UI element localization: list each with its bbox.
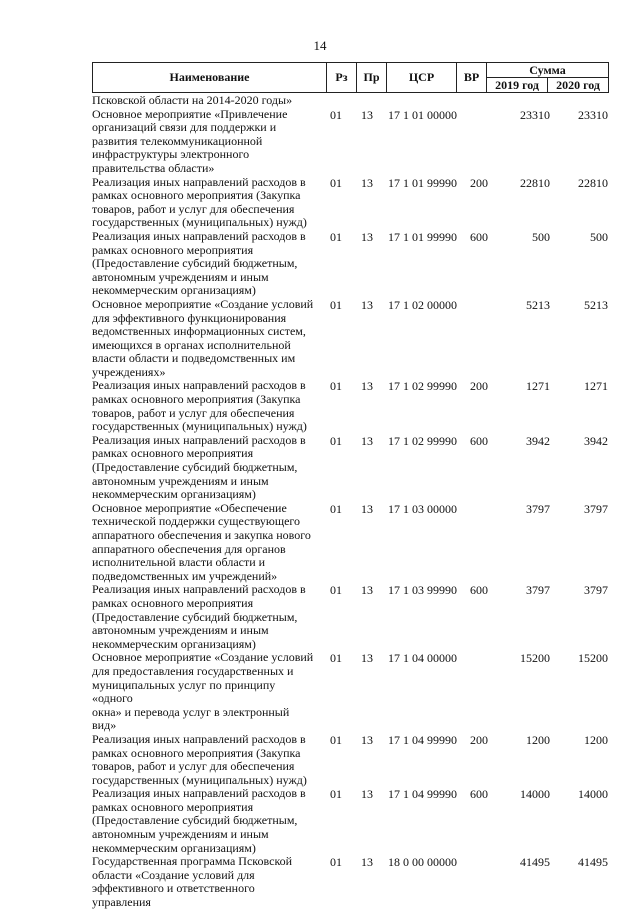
row-rz: 01 bbox=[330, 501, 342, 516]
row-csr: 17 1 02 99990 bbox=[388, 433, 457, 448]
row-rz: 01 bbox=[330, 732, 342, 747]
table-row bbox=[92, 434, 612, 502]
row-sum-2019: 15200 bbox=[520, 651, 550, 666]
row-sum-2019: 22810 bbox=[520, 175, 550, 190]
row-rz: 01 bbox=[330, 107, 342, 122]
page-number: 14 bbox=[313, 38, 327, 53]
row-csr: 17 1 03 00000 bbox=[388, 501, 457, 516]
row-pr: 13 bbox=[361, 855, 373, 870]
row-rz: 01 bbox=[330, 855, 342, 870]
row-csr: 17 1 04 00000 bbox=[388, 651, 457, 666]
table-row bbox=[92, 230, 612, 298]
row-name: Реализация иных направлений расходов в рамках основного мероприятия (Предоставление субсидий бюджетным, автономным учреждениям и иным некоммерческим организациям) bbox=[92, 582, 306, 651]
row-sum-2020: 1271 bbox=[584, 379, 608, 394]
row-pr: 13 bbox=[361, 501, 373, 516]
row-rz: 01 bbox=[330, 297, 342, 312]
row-name: Реализация иных направлений расходов в рамках основного мероприятия (Предоставление субсидий бюджетным, автономным учреждениям и иным некоммерческим организациям) bbox=[92, 432, 306, 502]
row-name: Псковской области на 2014-2020 годы» bbox=[92, 93, 293, 107]
row-sum-2019: 3797 bbox=[526, 583, 550, 598]
table-row bbox=[92, 583, 612, 651]
row-csr: 18 0 00 00000 bbox=[388, 855, 457, 870]
row-name: Государственная программа Псковской области «Создание условий для эффективного и ответственного управления bbox=[92, 854, 293, 910]
table-row bbox=[92, 733, 612, 787]
row-name: Реализация иных направлений расходов в рамках основного мероприятия (Предоставление субсидий бюджетным, автономным учреждениям и иным некоммерческим организациям) bbox=[92, 228, 306, 298]
table-row bbox=[92, 298, 612, 380]
header-vr: ВР bbox=[457, 63, 487, 92]
row-vr: 600 bbox=[470, 433, 488, 448]
row-sum-2020: 3942 bbox=[584, 433, 608, 448]
row-vr: 200 bbox=[470, 732, 488, 747]
table-row bbox=[92, 502, 612, 584]
row-vr: 200 bbox=[470, 175, 488, 190]
header-sum-title: Сумма bbox=[487, 63, 608, 78]
header-sum bbox=[487, 63, 608, 92]
row-csr: 17 1 04 99990 bbox=[388, 787, 457, 802]
row-sum-2020: 3797 bbox=[584, 501, 608, 516]
table-row bbox=[92, 176, 612, 230]
row-name: Основное мероприятие «Обеспечение технической поддержки существующего аппаратного обеспечения и закупка нового аппаратного обеспечения для органов исполнительной власти области и подведомственных им учреждений» bbox=[92, 500, 311, 583]
row-rz: 01 bbox=[330, 651, 342, 666]
row-name: Реализация иных направлений расходов в рамках основного мероприятия (Закупка товаров, работ и услуг для обеспечения государственных (муниципальных) нужд) bbox=[92, 174, 307, 230]
row-sum-2019: 23310 bbox=[520, 107, 550, 122]
row-pr: 13 bbox=[361, 433, 373, 448]
row-pr: 13 bbox=[361, 229, 373, 244]
row-vr: 600 bbox=[470, 787, 488, 802]
row-vr: 200 bbox=[470, 379, 488, 394]
row-sum-2019: 5213 bbox=[526, 297, 550, 312]
row-sum-2019: 14000 bbox=[520, 787, 550, 802]
row-sum-2020: 41495 bbox=[578, 855, 608, 870]
row-rz: 01 bbox=[330, 583, 342, 598]
row-pr: 13 bbox=[361, 732, 373, 747]
row-name: Основное мероприятие «Создание условий для предоставления государственных и муниципальных услуг по принципу «одного окна» и перевода услуг в электронный вид» bbox=[92, 650, 314, 733]
table-row bbox=[92, 787, 612, 855]
header-name: Наименование bbox=[93, 63, 327, 92]
row-rz: 01 bbox=[330, 433, 342, 448]
row-sum-2020: 500 bbox=[590, 229, 608, 244]
header-year-2020: 2020 год bbox=[556, 78, 600, 92]
row-name: Реализация иных направлений расходов в рамках основного мероприятия (Закупка товаров, работ и услуг для обеспечения государственных (муниципальных) нужд) bbox=[92, 731, 307, 787]
row-rz: 01 bbox=[330, 787, 342, 802]
row-pr: 13 bbox=[361, 175, 373, 190]
row-vr: 600 bbox=[470, 229, 488, 244]
row-sum-2019: 500 bbox=[532, 229, 550, 244]
row-sum-2020: 1200 bbox=[584, 732, 608, 747]
row-rz: 01 bbox=[330, 229, 342, 244]
row-csr: 17 1 01 00000 bbox=[388, 107, 457, 122]
row-csr: 17 1 01 99990 bbox=[388, 175, 457, 190]
row-name: Основное мероприятие «Создание условий для эффективного функционирования ведомственных информационных систем, имеющихся в органах исполнительной власти области и подведомственных им учреждениях» bbox=[92, 296, 314, 379]
row-name: Основное мероприятие «Привлечение организаций связи для поддержки и развития телекоммуникационной инфраструктуры электронного правительства области» bbox=[92, 106, 288, 175]
row-rz: 01 bbox=[330, 175, 342, 190]
row-sum-2020: 3797 bbox=[584, 583, 608, 598]
row-sum-2019: 3797 bbox=[526, 501, 550, 516]
header-csr: ЦСР bbox=[387, 63, 457, 92]
row-csr: 17 1 03 99990 bbox=[388, 583, 457, 598]
row-pr: 13 bbox=[361, 297, 373, 312]
table-header bbox=[92, 62, 609, 93]
table-row bbox=[92, 108, 612, 176]
table-row bbox=[92, 651, 612, 733]
row-name: Реализация иных направлений расходов в рамках основного мероприятия (Предоставление субсидий бюджетным, автономным учреждениям и иным некоммерческим организациям) bbox=[92, 786, 306, 855]
row-sum-2019: 3942 bbox=[526, 433, 550, 448]
header-pr: Пр bbox=[357, 63, 387, 92]
table-row bbox=[92, 94, 612, 108]
row-sum-2020: 23310 bbox=[578, 107, 608, 122]
row-sum-2020: 14000 bbox=[578, 787, 608, 802]
row-csr: 17 1 02 00000 bbox=[388, 297, 457, 312]
header-rz: Рз bbox=[327, 63, 357, 92]
budget-table-body bbox=[92, 94, 612, 910]
row-pr: 13 bbox=[361, 583, 373, 598]
row-name: Реализация иных направлений расходов в рамках основного мероприятия (Закупка товаров, работ и услуг для обеспечения государственных (муниципальных) нужд) bbox=[92, 378, 307, 434]
row-pr: 13 bbox=[361, 379, 373, 394]
row-rz: 01 bbox=[330, 379, 342, 394]
row-pr: 13 bbox=[361, 787, 373, 802]
row-vr: 600 bbox=[470, 583, 488, 598]
row-sum-2019: 41495 bbox=[520, 855, 550, 870]
header-year-2019: 2019 год bbox=[487, 78, 548, 92]
row-csr: 17 1 01 99990 bbox=[388, 229, 457, 244]
row-sum-2020: 22810 bbox=[578, 175, 608, 190]
row-csr: 17 1 04 99990 bbox=[388, 732, 457, 747]
table-row bbox=[92, 379, 612, 433]
row-sum-2020: 15200 bbox=[578, 651, 608, 666]
row-csr: 17 1 02 99990 bbox=[388, 379, 457, 394]
row-sum-2019: 1271 bbox=[526, 379, 550, 394]
row-pr: 13 bbox=[361, 107, 373, 122]
row-sum-2019: 1200 bbox=[526, 732, 550, 747]
row-pr: 13 bbox=[361, 651, 373, 666]
row-sum-2020: 5213 bbox=[584, 297, 608, 312]
table-row bbox=[92, 855, 612, 909]
